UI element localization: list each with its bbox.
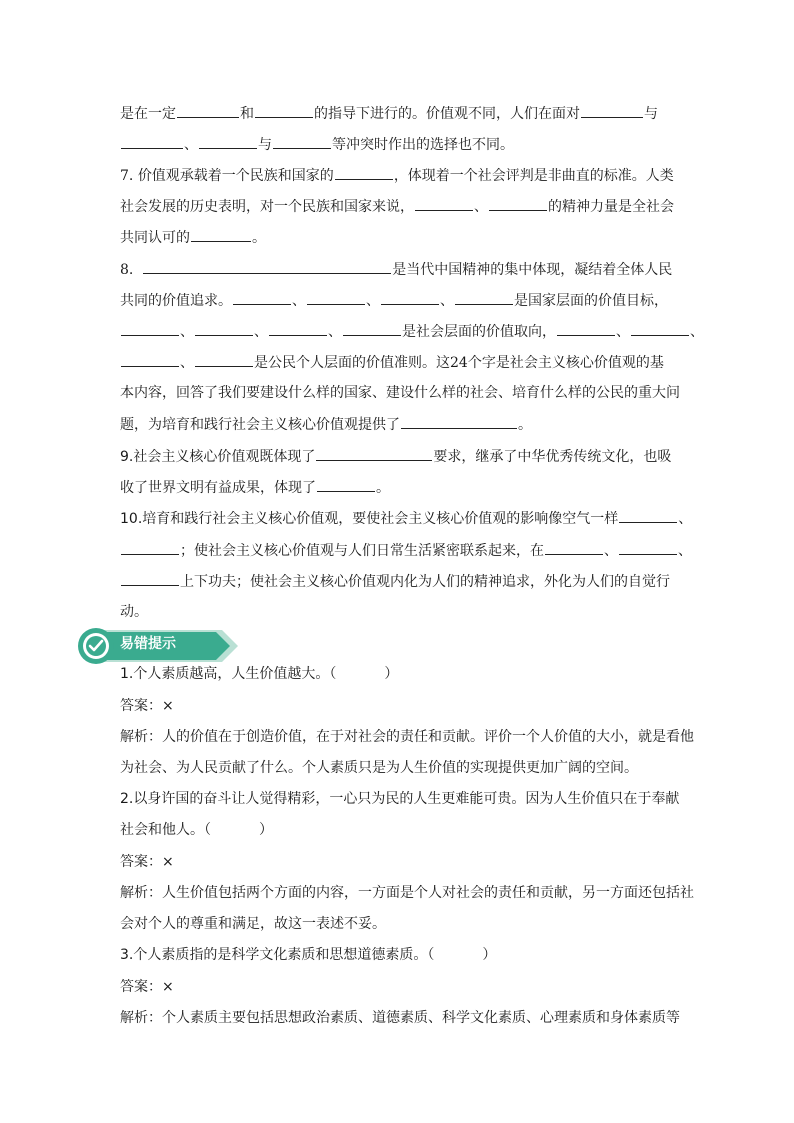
- answer-3: 答案：×: [120, 979, 174, 995]
- text-line: 共同认可的 。: [120, 227, 266, 248]
- fill-blank[interactable]: [255, 103, 313, 118]
- fill-blank[interactable]: [401, 414, 517, 429]
- fill-blank[interactable]: [316, 446, 432, 461]
- answer-2: 答案：×: [120, 854, 174, 870]
- answer-1: 答案：×: [120, 698, 174, 714]
- fill-blank[interactable]: [233, 290, 291, 305]
- fill-blank[interactable]: [317, 477, 375, 492]
- text-line: 动。: [120, 604, 148, 620]
- explanation-2-line: 解析：人生价值包括两个方面的内容，一方面是个人对社会的责任和贡献，另一方面还包括社: [120, 885, 694, 901]
- fill-blank[interactable]: [619, 540, 677, 555]
- text-line: 上下功夫；使社会主义核心价值观内化为人们的精神追求，外化为人们的自觉行: [120, 571, 670, 592]
- fill-blank[interactable]: [415, 196, 473, 211]
- text-line: ；使社会主义核心价值观与人们日常生活紧密联系起来，在 、 、: [120, 540, 692, 561]
- explanation-3-line: 解析：个人素质主要包括思想政治素质、道德素质、科学文化素质、心理素质和身体素质等: [120, 1010, 680, 1026]
- fill-blank[interactable]: [199, 134, 257, 149]
- fill-blank[interactable]: [121, 352, 179, 367]
- fill-blank[interactable]: [121, 134, 183, 149]
- fill-blank[interactable]: [581, 103, 643, 118]
- fill-blank[interactable]: [177, 103, 239, 118]
- fill-blank[interactable]: [343, 321, 401, 336]
- text-line: 8. 是当代中国精神的集中体现，凝结着全体人民: [120, 259, 672, 280]
- fill-blank[interactable]: [195, 321, 253, 336]
- fill-blank[interactable]: [121, 540, 179, 555]
- text-line: 、 是公民个人层面的价值准则。这24个字是社会主义核心价值观的基: [120, 352, 664, 373]
- explanation-1-line: 为社会、为人民贡献了什么。个人素质只是为人生价值的实现提供更加广阔的空间。: [120, 760, 638, 776]
- fill-blank[interactable]: [381, 290, 439, 305]
- fill-blank[interactable]: [631, 321, 689, 336]
- question-2-cont: 社会和他人。（ ）: [120, 822, 273, 838]
- fill-blank[interactable]: [619, 508, 677, 523]
- text-line: 收了世界文明有益成果，体现了 。: [120, 477, 390, 498]
- explanation-2-line: 会对个人的尊重和满足，故这一表述不妥。: [120, 916, 386, 932]
- text-line: 本内容，回答了我们要建设什么样的国家、建设什么样的社会、培育什么样的公民的重大问: [120, 385, 680, 401]
- text-line: 社会发展的历史表明，对一个民族和国家来说， 、 的精神力量是全社会: [120, 196, 674, 217]
- fill-blank[interactable]: [335, 165, 393, 180]
- fill-blank[interactable]: [121, 321, 179, 336]
- question-2: 2.以身许国的奋斗让人觉得精彩，一心只为民的人生更难能可贵。因为人生价值只在于奉献: [120, 791, 680, 807]
- fill-blank[interactable]: [191, 227, 251, 242]
- explanation-1-line: 解析：人的价值在于创造价值，在于对社会的责任和贡献。评价一个人价值的大小，就是看他: [120, 729, 694, 745]
- text-line: 共同的价值追求。 、 、 、 是国家层面的价值目标，: [120, 290, 668, 311]
- text-line: 、 、 、 是社会层面的价值取向， 、 、: [120, 321, 704, 342]
- fill-blank[interactable]: [307, 290, 365, 305]
- fill-blank[interactable]: [455, 290, 513, 305]
- text-line: 题，为培育和践行社会主义核心价值观提供了 。: [120, 414, 532, 435]
- question-1: 1.个人素质越高，人生价值越大。（ ）: [120, 666, 399, 682]
- question-3: 3.个人素质指的是科学文化素质和思想道德素质。（ ）: [120, 947, 497, 963]
- fill-blank[interactable]: [273, 134, 331, 149]
- text-line: 、 与 等冲突时作出的选择也不同。: [120, 134, 514, 155]
- fill-blank[interactable]: [195, 352, 253, 367]
- fill-blank[interactable]: [143, 259, 391, 274]
- fill-blank[interactable]: [557, 321, 615, 336]
- banner-label: 易错提示: [120, 636, 176, 652]
- text-line: 9.社会主义核心价值观既体现了 要求，继承了中华优秀传统文化，也吸: [120, 446, 671, 467]
- fill-blank[interactable]: [269, 321, 327, 336]
- fill-blank[interactable]: [121, 571, 179, 586]
- text-line: 7. 价值观承载着一个民族和国家的 ，体现着一个社会评判是非曲直的标准。人类: [120, 165, 674, 186]
- text-line: 是在一定 和 的指导下进行的。价值观不同，人们在面对 与: [120, 103, 658, 124]
- text-line: 10.培育和践行社会主义核心价值观，要使社会主义核心价值观的影响像空气一样 、: [120, 508, 692, 529]
- fill-blank[interactable]: [489, 196, 547, 211]
- fill-blank[interactable]: [545, 540, 603, 555]
- error-tips-banner: [76, 626, 241, 666]
